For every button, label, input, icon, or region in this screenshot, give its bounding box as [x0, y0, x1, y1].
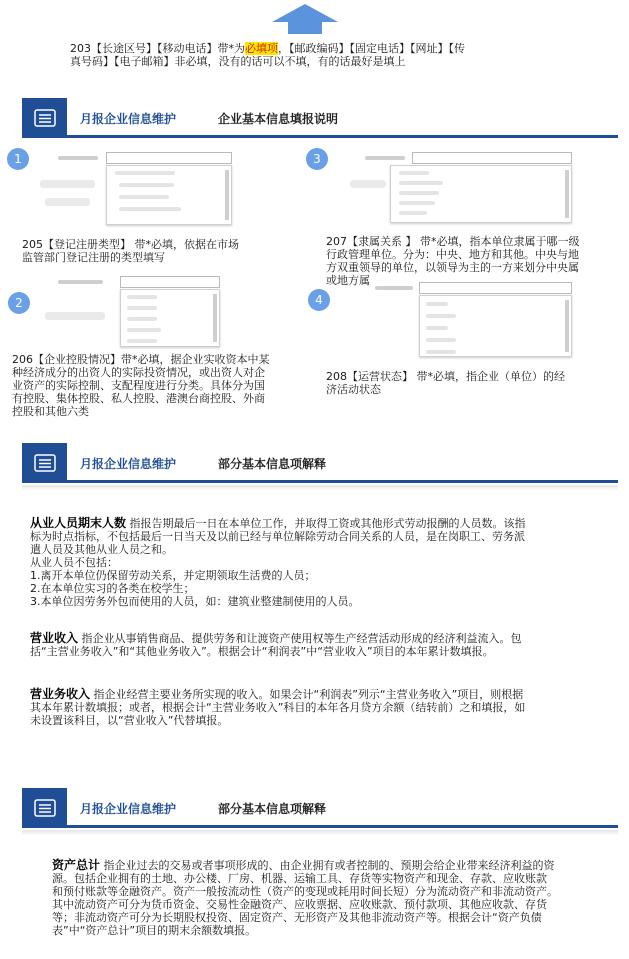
step-207-text: 207【隶属关系 】 带*必填，指本单位隶属于哪一级 行政管理单位。分为：中央、地方和其他。中央与地 方双重领导的单位，以领导为主的一方来划分中央属 或地方属 — [326, 235, 580, 287]
required-highlight: 必填项 — [245, 42, 278, 55]
list-icon — [22, 443, 67, 483]
assets-definition: 资产总计 指企业过去的交易或者事项形成的、由企业拥有或者控制的、预期会给企业带来经济利益的资 源。包括企业拥有的土地、办公楼、厂房、机器、运输工具、存货等实物资产和现金、存款、应收账款 和预付账款等金融资产。资产一般按流动性（资产的变现或耗用时间长短）分为流动资产和非流动资产。 其中流动资产可分为货币资金、交易性金融资产、应收票据、应收账款、预付款项、其他应收款、存货 等；非流动资产可分为长期股权投资、固定资产、无形资产及其他非流动资产等。根据会计“资产负债 表”中“资产总计”项目的期末余额数填报。 — [52, 858, 558, 937]
step-circle-3: 3 — [306, 148, 328, 170]
section-subtitle: 企业基本信息填报说明 — [218, 112, 339, 126]
holding-type-screenshot — [40, 272, 225, 350]
step-circle-4: 4 — [308, 289, 330, 311]
section-header-2 — [22, 443, 618, 483]
step-circle-2: 2 — [8, 292, 30, 314]
up-arrow-icon — [270, 4, 340, 34]
section-header-1 — [22, 98, 618, 138]
intro-text: 203【长途区号】【移动电话】带*为必填项，【邮政编码】【固定电话】【网址】【传 真号码】【电子邮箱】非必填，没有的话可以不填，有的话最好是填上 — [70, 42, 465, 68]
term-employees: 从业人员期末人数 — [30, 516, 127, 530]
term-revenue: 营业收入 — [30, 631, 79, 645]
employees-definition: 从业人员期末人数 指报告期最后一日在本单位工作，并取得工资或其他形式劳动报酬的人员数。该指 标为时点指标，不包括最后一日当天及以前已经与单位解除劳动合同关系的人员，是在岗职工、劳务派 遣人员及其他从业人员之和。 从业人员不包括： 1.离开本单位仍保留劳动关系，并定期领取生活费的人员； 2.在本单位实习的各类在校学生； 3.本单位因劳务外包而使用的人员，如：建筑业整建制使用的人员。 — [30, 516, 526, 608]
main-revenue-definition: 营业务收入 指企业经营主要业务所实现的收入。如果会计“利润表”列示“主营业务收入”项目，则根据 其本年累计数填报；或者，根据会计“主营业务收入”科目的本年各月贷方余额（结转前）之和填报，如 未设置该科目，以“营业收入”代替填报。 — [30, 687, 526, 727]
section-header-3 — [22, 788, 618, 828]
step-205-text: 205【登记注册类型】 带*必填，依据在市场 监管部门登记注册的类型填写 — [22, 238, 239, 264]
list-icon — [22, 98, 67, 138]
section-title: 月报企业信息维护 — [80, 457, 177, 471]
section-subtitle: 部分基本信息项解释 — [218, 802, 327, 816]
section-title: 月报企业信息维护 — [80, 802, 177, 816]
list-icon — [22, 788, 67, 828]
register-type-screenshot — [40, 150, 235, 228]
step-206-text: 206【企业控股情况】带*必填，据企业实收资本中某 种经济成分的出资人的实际投资情况，或出资人对企 业资产的实际控制、支配程度进行分类。具体分为国 有控股、集体控股、私人控股、港澳台商控股、外商 控股和其他六类 — [12, 353, 270, 418]
step-circle-1: 1 — [7, 148, 29, 170]
step-208-text: 208【运营状态】 带*必填，指企业（单位）的经 济活动状态 — [326, 370, 565, 396]
operating-status-screenshot — [375, 278, 575, 360]
term-assets: 资产总计 — [52, 858, 101, 872]
section-title: 月报企业信息维护 — [80, 112, 177, 126]
term-main-revenue: 营业务收入 — [30, 687, 91, 701]
section-subtitle: 部分基本信息项解释 — [218, 457, 327, 471]
revenue-definition: 营业收入 指企业从事销售商品、提供劳务和让渡资产使用权等生产经营活动形成的经济利益流入。包 括“主营业务收入”和“其他业务收入”。根据会计“利润表”中“营业收入”项目的本年累计数填报。 — [30, 631, 522, 658]
affiliation-screenshot — [350, 150, 575, 225]
